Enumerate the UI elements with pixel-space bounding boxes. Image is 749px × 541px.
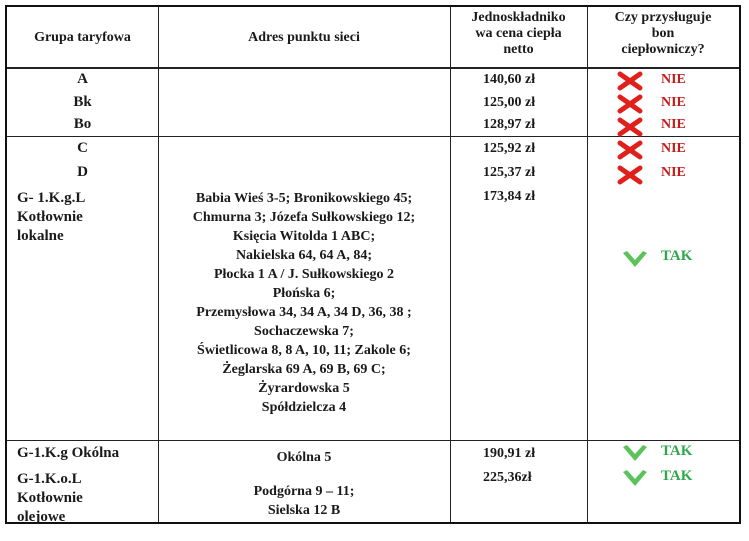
address-list-kol: [158, 482, 450, 520]
address-line: Sochaczewska 7;: [254, 324, 354, 339]
header-voucher-line: ciepłowniczy?: [621, 42, 705, 57]
price-c: 125,92 zł: [483, 141, 536, 156]
group-gkgl: [17, 189, 85, 246]
answer-okolna: TAK: [661, 443, 693, 459]
red-cross-icon: [617, 71, 643, 91]
group-gkgl-line: lokalne: [17, 228, 64, 244]
address-line: Przemysłowa 34, 34 A, 34 D, 36, 38 ;: [196, 305, 412, 320]
header-voucher-line: bon: [651, 26, 675, 41]
address-line: Sielska 12 B: [267, 503, 341, 518]
address-line: Podgórna 9 – 11;: [253, 484, 355, 499]
group-a: A: [77, 71, 88, 87]
answer-bk: NIE: [661, 95, 686, 110]
address-line: Żyrardowska 5: [258, 381, 350, 396]
answer-gkgl: TAK: [661, 248, 693, 264]
price-bk: 125,00 zł: [483, 95, 536, 110]
address-line: Babia Wieś 3-5; Bronikowskiego 45;: [195, 191, 413, 206]
answer-kol: TAK: [661, 468, 693, 484]
green-check-icon: [621, 441, 649, 465]
group-bk: Bk: [73, 94, 92, 110]
green-check-icon: [621, 466, 649, 490]
address-line: Płocka 1 A / J. Sułkowskiego 2: [213, 267, 395, 282]
address-okolna: Okólna 5: [276, 450, 332, 465]
group-bo: Bo: [73, 116, 92, 132]
red-cross-icon: [617, 117, 643, 137]
price-bo: 128,97 zł: [483, 117, 536, 132]
header-tariff-group: Grupa taryfowa: [34, 30, 131, 45]
answer-a: NIE: [661, 72, 686, 87]
tariff-table: [5, 5, 741, 524]
group-d: D: [77, 164, 88, 180]
group-okolna: G-1.K.g Okólna: [17, 445, 120, 461]
address-line: Świetlicowa 8, 8 A, 10, 11; Zakole 6;: [197, 343, 411, 358]
red-cross-icon: [617, 94, 643, 114]
green-check-icon: [621, 247, 649, 271]
price-a: 140,60 zł: [483, 72, 536, 87]
address-line: Księcia Witolda 1 ABC;: [232, 229, 376, 244]
answer-d: NIE: [661, 165, 686, 180]
group-kol-line: olejowe: [17, 509, 66, 525]
header-price-line: netto: [503, 42, 534, 57]
price-gkgl: 173,84 zł: [483, 189, 536, 204]
address-list-gkgl: [158, 189, 450, 417]
red-cross-icon: [617, 165, 643, 185]
header-voucher: [587, 10, 739, 58]
price-okolna: 190,91 zł: [483, 446, 536, 461]
group-c: C: [77, 140, 88, 156]
red-cross-icon: [617, 140, 643, 160]
header-price-line: Jednoskładniko: [471, 10, 566, 25]
group-gkgl-line: Kotłownie: [17, 209, 83, 225]
answer-bo: NIE: [661, 117, 686, 132]
address-line: Płońska 6;: [272, 286, 336, 301]
header-price-line: wa cena ciepła: [475, 26, 562, 41]
header-address: Adres punktu sieci: [248, 30, 360, 45]
price-kol: 225,36zł: [483, 470, 532, 485]
answer-c: NIE: [661, 141, 686, 156]
header-price: [450, 10, 587, 58]
row-divider: [7, 67, 739, 69]
header-voucher-line: Czy przysługuje: [614, 10, 712, 25]
group-kol: [17, 470, 83, 527]
price-d: 125,37 zł: [483, 165, 536, 180]
column-divider: [587, 7, 588, 522]
address-line: Żeglarska 69 A, 69 B, 69 C;: [222, 362, 386, 377]
group-kol-line: G-1.K.o.L: [17, 471, 82, 487]
group-gkgl-line: G- 1.K.g.L: [17, 190, 86, 206]
column-divider: [450, 7, 451, 522]
address-line: Nakielska 64, 64 A, 84;: [235, 248, 373, 263]
address-line: Spółdzielcza 4: [261, 400, 347, 415]
group-kol-line: Kotłownie: [17, 490, 83, 506]
address-line: Chmurna 3; Józefa Sułkowskiego 12;: [192, 210, 416, 225]
